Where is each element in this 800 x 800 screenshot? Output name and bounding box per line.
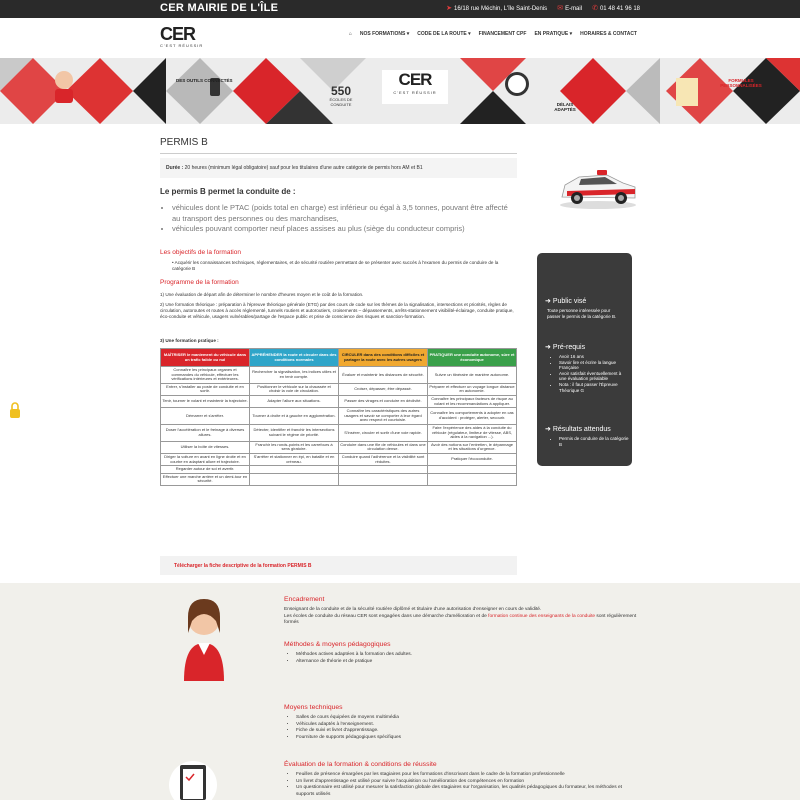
table-cell — [339, 473, 428, 485]
table-cell — [428, 466, 517, 474]
table-cell: Doser l'accélération et le freinage à diverses allures. — [161, 424, 250, 441]
public-title: Public visé — [552, 298, 587, 305]
list-item: • Un questionnaire est utilisé pour mesurer la satisfaction globale des stagiaires sur l'organisation, les qualités pédagogiques du formateur, les méthodes et supports utilisés — [296, 785, 638, 798]
evaluation-list-wrap — [288, 772, 638, 798]
table-cell: Adapter l'allure aux situations. — [250, 395, 339, 407]
list-item: • Fiche de suivi et livret d'apprentissage. — [296, 728, 648, 735]
table-cell: Évaluer et maintenir les distances de sécurité. — [339, 367, 428, 384]
list-item: • Savoir lire et écrire la langue Française — [559, 360, 629, 371]
programme-step-1: 1) Une évaluation de départ afin de déterminer le nombre d'heures moyen et le coût de la formation. — [160, 292, 364, 297]
results-list — [545, 436, 629, 447]
location-icon: ➤ — [446, 5, 452, 12]
accessibility-icon[interactable] — [8, 402, 22, 420]
evaluation-heading: Évaluation de la formation & conditions de réussite — [284, 761, 437, 768]
moyens-list — [288, 715, 648, 741]
encadrement-line-3: sont régulièrement formés — [284, 613, 637, 625]
table-row — [161, 383, 517, 395]
table-cell: Tourner à droite et à gauche en agglomération. — [250, 408, 339, 425]
methodes-list — [288, 652, 648, 665]
results-section — [545, 425, 629, 447]
banner-550-number: 550 — [330, 84, 352, 98]
lead-heading: Le permis B permet la conduite de : — [160, 187, 296, 196]
menu-horaires-contact[interactable]: HORAIRES & CONTACT — [580, 31, 637, 37]
table-cell — [339, 466, 428, 474]
duration-text: 20 heures (minimum légal obligatoire) sauf pour les titulaires d'une autre catégorie de permis hors AM et B1 — [184, 165, 423, 171]
duration-label: Durée : — [166, 165, 184, 171]
list-item: • Avoir 16 ans — [559, 354, 629, 360]
vehicle-list — [172, 203, 517, 235]
list-item: • Un livret d'apprentissage est utilisé pour suivre l'acquisition ou l'amélioration des compétences en formation — [296, 779, 638, 786]
list-item: • Véhicules adaptés à l'enseignement. — [296, 722, 648, 729]
banner-logo — [382, 70, 448, 104]
table-cell: Suivre un itinéraire de manière autonome. — [428, 367, 517, 384]
banner-logo-main: CER — [398, 70, 432, 89]
list-item: • Nota : il faut passer l'Épreuve Théorique G — [559, 382, 629, 393]
email-link[interactable] — [557, 4, 582, 12]
list-item: • Feuilles de présence émargées par les stagiaires pour les formations d'inscrivant dans le cadre de la formation professionnelle — [296, 772, 638, 779]
table-cell — [250, 466, 339, 474]
table-cell: Positionner le véhicule sur la chaussée et choisir la voie de circulation. — [250, 383, 339, 395]
encadrement-line-1: Enseignant de la conduite et de la sécurité routière diplômé et titulaire d'une autorisation d'enseigner en cours de validité. — [284, 607, 542, 612]
clipboard-icon — [168, 755, 218, 800]
banner-label-formules: FORMULES PERSONNALISÉES — [720, 78, 762, 88]
objectifs-heading: Les objectifs de la formation — [160, 249, 241, 256]
encadrement-link[interactable]: formation continue des enseignants de la conduite — [488, 613, 596, 619]
table-cell: Avoir des notions sur l'entretien, le dépannage et les situations d'urgence. — [428, 441, 517, 453]
page-title: PERMIS B — [160, 137, 208, 148]
logo[interactable] — [160, 24, 220, 48]
public-text: Toute personne intéressée pour passer le permis de la catégorie B. — [547, 308, 617, 319]
table-header-cell: CIRCULER dans des conditions difficiles et partager la route avec les autres usagers — [339, 349, 428, 367]
moyens-list-wrap — [288, 715, 648, 741]
results-title: Résultats attendus — [552, 426, 611, 433]
prereq-heading: ➜ Pré-requis — [545, 344, 586, 351]
competences-table — [160, 348, 517, 486]
email-text: E-mail — [565, 6, 583, 12]
table-row — [161, 367, 517, 384]
table-cell — [250, 473, 339, 485]
table-cell: Tenir, tourner le volant et maintenir la trajectoire. — [161, 395, 250, 407]
table-row — [161, 408, 517, 425]
phone-text: 01 48 41 96 18 — [599, 6, 640, 12]
prereq-section — [545, 343, 629, 393]
banner-550 — [326, 84, 356, 107]
banner-550-label: ÉCOLES DE CONDUITE — [329, 97, 353, 107]
programme-step-3: 3) Une formation pratique : — [160, 338, 219, 343]
list-item: • véhicules pouvant comporter neuf places assises au plus (siège du conducteur compris) — [172, 224, 517, 235]
programme-heading: Programme de la formation — [160, 279, 239, 286]
table-cell: Croiser, dépasser, être dépassé. — [339, 383, 428, 395]
banner-logo-sub: C'EST RÉUSSIR — [393, 90, 437, 95]
methodes-heading: Méthodes & moyens pédagogiques — [284, 641, 391, 648]
table-cell: Effectuer une marche arrière et un demi-tour en sécurité. — [161, 473, 250, 485]
prereq-title: Pré-requis — [552, 344, 586, 351]
hero-banner — [0, 58, 800, 124]
table-header-row — [161, 349, 517, 367]
encadrement-line-2: Les écoles de conduite du réseau CER sont engagées dans une démarche d'amélioration et de — [284, 613, 487, 619]
phone-link[interactable] — [592, 4, 640, 12]
menu — [349, 31, 637, 37]
mail-icon: ✉ — [557, 5, 564, 12]
banner-woman-face — [55, 71, 73, 89]
list-item: • véhicules dont le PTAC (poids total en charge) est inférieur ou égal à 3,5 tonnes, pouvant être affecté au transport des personnes ou des marchandises, — [172, 203, 517, 224]
encadrement-heading: Encadrement — [284, 596, 325, 603]
logo-tagline: C'EST RÉUSSIR — [160, 43, 204, 48]
duration-box — [160, 158, 517, 178]
table-row — [161, 424, 517, 441]
table-row — [161, 466, 517, 474]
list-item: • Méthodes actives adaptées à la formation des adultes. — [296, 652, 648, 659]
table-cell: Connaître les caractéristiques des autres usagers et savoir se comporter à leur égard avec respect et courtoisie. — [339, 408, 428, 425]
contact-info — [446, 4, 640, 12]
main-nav — [0, 18, 800, 58]
public-section — [545, 297, 625, 319]
menu-code-de-la-route[interactable]: CODE DE LA ROUTE ▾ — [417, 31, 471, 37]
table-row — [161, 395, 517, 407]
programme-step-2: 2) Une formation théorique : préparation à l'épreuve théorique générale (ETG) par des cours de code sur les thèmes de la signalisation, intersections et priorités, règles de circulation, autoroutes et routes à accès réglementé, tunnels routiers et autoroutiers, croisements – dépassements, arrêts-stationnement visibilité-éclairage, conduite pratique, éco-conduite et véhicule, usagers vulnérables/partage de l'espace public et prise de conscience des risques et sanction-formation. — [160, 302, 514, 319]
address-text: 16/18 rue Méchin, L'île Saint-Denis — [453, 6, 548, 12]
table-cell: Démarrer et s'arrêter. — [161, 408, 250, 425]
table-header-cell: MAÎTRISER le maniement du véhicule dans un trafic faible ou nul — [161, 349, 250, 367]
menu-en-pratique[interactable]: EN PRATIQUE ▾ — [534, 31, 573, 37]
phone-icon: ✆ — [592, 5, 598, 12]
instructor-illustration — [176, 591, 232, 681]
table-row — [161, 441, 517, 453]
site-brand[interactable]: CER MAIRIE DE L'ÎLE — [160, 2, 279, 14]
table-cell: S'insérer, circuler et sortir d'une voie rapide. — [339, 424, 428, 441]
list-item: • Avoir satisfait éventuellement à une évaluation préalable — [559, 371, 629, 382]
table-cell: Faire l'expérience des aides à la conduite du véhicule (régulateur, limiteur de vitesse, ABS, aides à la navigation ...). — [428, 424, 517, 441]
car-illustration — [557, 165, 639, 210]
info-card — [537, 253, 632, 466]
table-cell: Franchir les ronds-points et les carrefours à sens giratoire. — [250, 441, 339, 453]
table-cell: Entrer, s'installer au poste de conduite et en sortir. — [161, 383, 250, 395]
table-cell: S'arrêter et stationner en épi, en bataille et en créneau. — [250, 453, 339, 465]
table-cell: Pratiquer l'écoconduite. — [428, 453, 517, 465]
table-cell: Passer des virages et conduire en déclivité. — [339, 395, 428, 407]
encadrement-text — [284, 607, 644, 627]
title-divider — [160, 153, 517, 154]
address-link[interactable] — [446, 4, 547, 12]
table-row — [161, 453, 517, 465]
list-item: • Salles de cours équipées de moyens multimédia — [296, 715, 648, 722]
table-cell: Rechercher la signalisation, les indices utiles et en tenir compte. — [250, 367, 339, 384]
list-item: • Fourniture de supports pédagogiques spécifiques — [296, 735, 648, 742]
table-cell — [428, 473, 517, 485]
table-row — [161, 473, 517, 485]
top-bar — [0, 0, 800, 18]
objectifs-text: • Acquérir les connaissances techniques, réglementaires, et de sécurité routière permettant de se présenter avec succès à l'examen du permis de conduire de la catégorie B — [172, 260, 499, 271]
banner-label-outils: DES OUTILS CONNECTÉS — [176, 78, 233, 83]
menu-financement-cpf[interactable]: FINANCEMENT CPF — [478, 31, 527, 37]
table-cell: Conduire quand l'adhérence et la visibilité sont réduites. — [339, 453, 428, 465]
list-item: • Alternance de théorie et de pratique — [296, 659, 648, 666]
banner-label-delais: DÉLAIS ADAPTÉS — [554, 102, 576, 112]
public-heading: ➜ Public visé — [545, 298, 587, 305]
objectifs-body: Acquérir les connaissances techniques, réglementaires, et de sécurité routière permettant de se présenter avec succès à l'examen du permis de conduire de la catégorie B — [172, 260, 499, 271]
logo-main: CER — [160, 24, 196, 44]
table-cell: Diriger la voiture en avant en ligne droite et en courbe en adaptant allure et trajectoire. — [161, 453, 250, 465]
table-cell: Détecter, identifier et franchir les intersections suivant le régime de priorité. — [250, 424, 339, 441]
table-cell: Regarder autour de soi et avertir. — [161, 466, 250, 474]
list-item: • Permis de conduire de la catégorie B — [559, 436, 629, 447]
table-header-cell: PRATIQUER une conduite autonome, sûre et économique — [428, 349, 517, 367]
menu-nos-formations[interactable]: NOS FORMATIONS ▾ — [359, 31, 410, 37]
moyens-heading: Moyens techniques — [284, 704, 343, 711]
evaluation-list — [288, 772, 638, 798]
table-body — [161, 367, 517, 486]
table-cell: Connaître les principaux facteurs de risque au volant et les recommandations à appliquer. — [428, 395, 517, 407]
table-header-cell: APPRÉHENDER la route et circuler dans des conditions normales — [250, 349, 339, 367]
table-cell: Conduire dans une file de véhicules et dans une circulation dense. — [339, 441, 428, 453]
methodes-list-wrap — [288, 652, 648, 665]
results-heading: ➜ Résultats attendus — [545, 426, 611, 433]
table-cell: Connaître les comportements à adopter en cas d'accident : protéger, alerter, secourir. — [428, 408, 517, 425]
download-button[interactable]: Télécharger la fiche descriptive de la formation PERMIS B — [160, 556, 517, 575]
table-cell: Utiliser la boîte de vitesses. — [161, 441, 250, 453]
prereq-list — [545, 354, 629, 393]
table-cell: Connaître les principaux organes et commandes du véhicule, effectuer les vérifications intérieures et extérieures. — [161, 367, 250, 384]
home-icon[interactable]: ⌂ — [348, 31, 352, 37]
table-cell: Préparer et effectuer un voyage longue distance en autonomie. — [428, 383, 517, 395]
